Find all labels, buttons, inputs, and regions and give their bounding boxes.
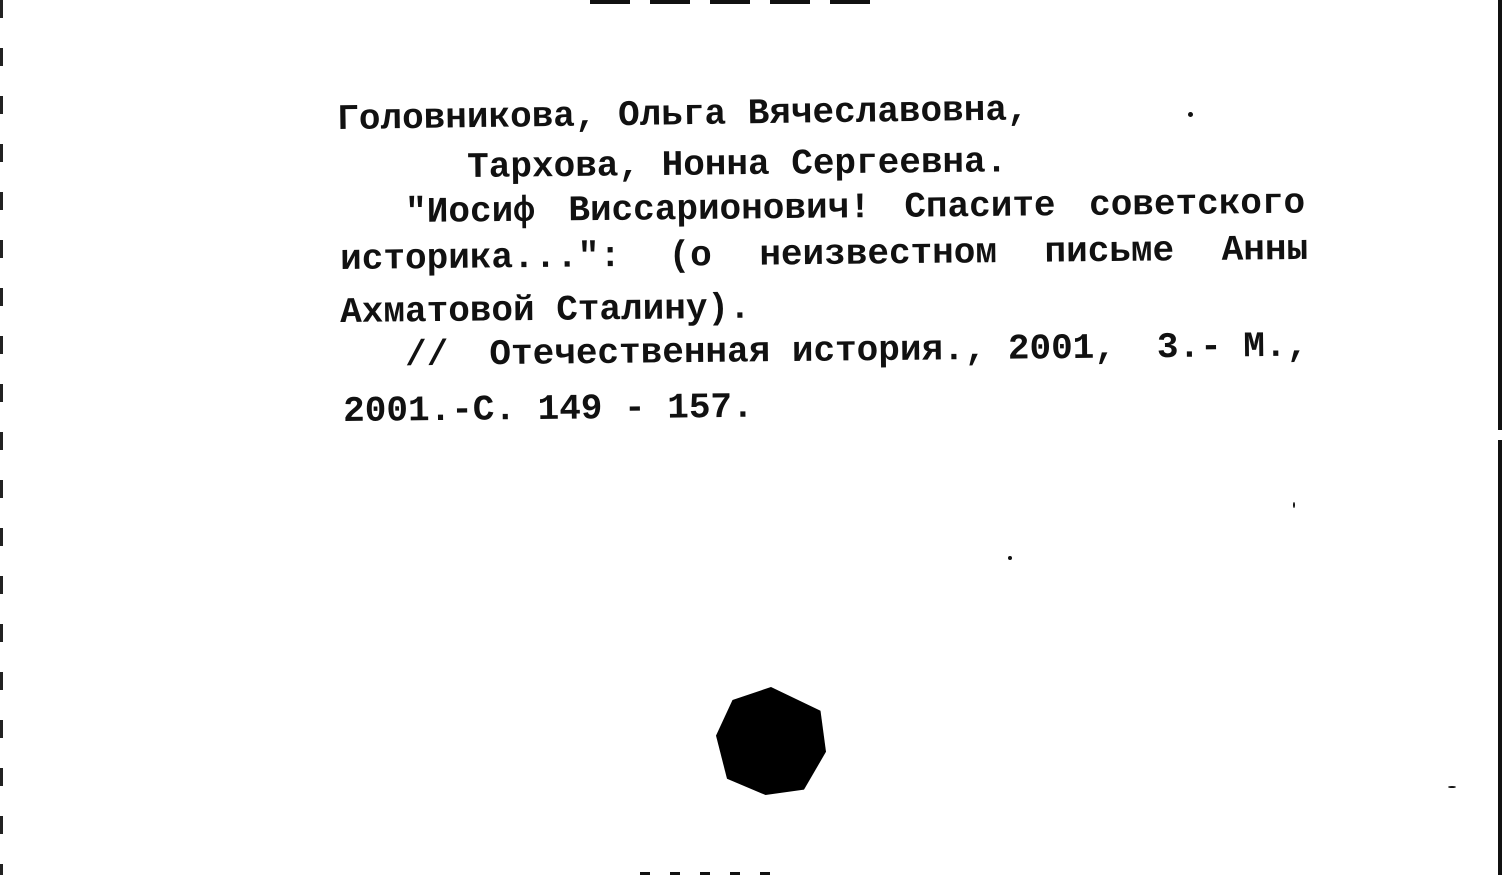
ink-speck [1293, 502, 1295, 508]
title-line-3: Ахматовой Сталину). [339, 287, 751, 333]
title-word: "Иосиф [404, 190, 536, 233]
title-word: письме [1044, 230, 1175, 273]
source-fragment: // [404, 334, 449, 376]
coauthor-line: Тархова, Нонна Сергеевна. [466, 141, 1008, 188]
ink-speck [1188, 112, 1193, 117]
ink-speck [1448, 786, 1456, 788]
author-line: Головникова, Ольга Вячеславовна, [336, 89, 1029, 140]
source-line-1 [405, 327, 1308, 376]
title-word: (о [668, 235, 713, 277]
card-right-edge [1498, 0, 1502, 875]
title-word: Анны [1221, 228, 1309, 271]
punch-hole [716, 687, 826, 795]
title-line-2 [340, 230, 1308, 280]
card-top-edge [590, 0, 890, 4]
title-word: неизвестном [759, 232, 998, 276]
source-fragment: Отечественная история., 2001, [489, 327, 1117, 376]
source-fragment: 3.- М., [1156, 325, 1309, 369]
ink-speck [1008, 556, 1012, 560]
title-word: Спасите [904, 185, 1056, 228]
title-word: историка...": [339, 236, 622, 280]
title-line-1 [405, 184, 1305, 233]
title-word: Виссарионович! [568, 187, 872, 232]
source-line-2: 2001.-С. 149 - 157. [342, 386, 754, 432]
title-word: советского [1088, 182, 1306, 226]
card-left-edge [0, 0, 3, 875]
